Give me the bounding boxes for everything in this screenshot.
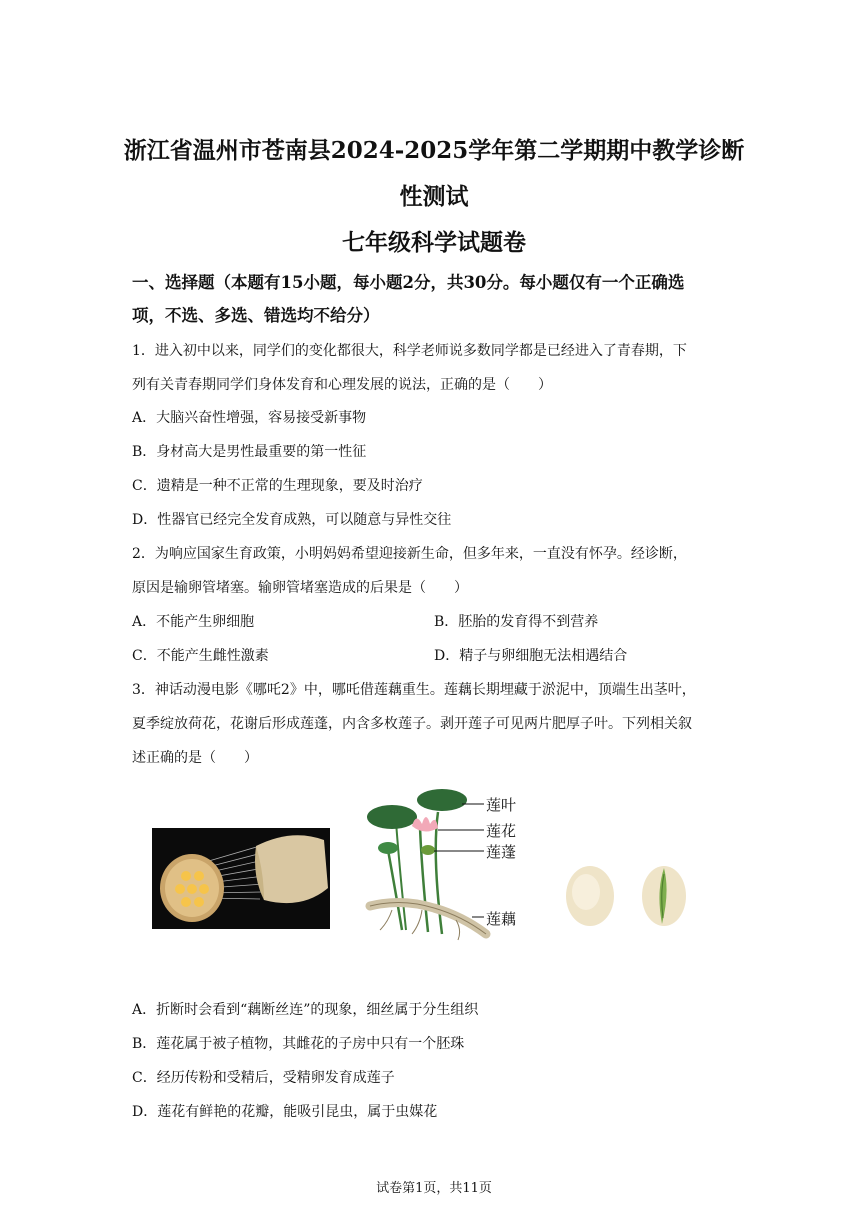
page-title-line1: 浙江省温州市苍南县2024-2025学年第二学期期中教学诊断 [123, 137, 745, 164]
q3-stem-line1: 3．神话动漫电影《哪吒2》中，哪吒借莲藕重生。莲藕长期埋藏于淤泥中，顶端生出茎叶， [132, 682, 696, 698]
q3-stem-line2: 夏季绽放荷花，花谢后形成莲蓬，内含多枚莲子。剥开莲子可见两片肥厚子叶。下列相关叙 [132, 716, 692, 732]
q2-option-d: D．精子与卵细胞无法相遇结合 [434, 648, 628, 664]
q2-option-a: A．不能产生卵细胞 [132, 614, 255, 630]
lotus-plant-diagram [362, 784, 530, 946]
section-heading-line1: 一、选择题（本题有15小题，每小题2分，共30分。每小题仅有一个正确选 [132, 273, 685, 292]
q3-option-b: B．莲花属于被子植物，其雌花的子房中只有一个胚珠 [132, 1036, 465, 1052]
q1-option-b: B．身材高大是男性最重要的第一性征 [132, 444, 367, 460]
q3-stem-line3: 述正确的是（ ） [132, 750, 258, 766]
q2-option-c: C．不能产生雌性激素 [132, 648, 269, 664]
label-lotus-pod: 莲蓬 [486, 843, 517, 861]
lotus-pod-icon [421, 845, 435, 855]
q3-option-d: D．莲花有鲜艳的花瓣，能吸引昆虫，属于虫媒花 [132, 1104, 438, 1120]
lotus-flower-icon [412, 817, 438, 832]
label-lotus-root: 莲藕 [486, 910, 517, 928]
lotus-root-photo [152, 828, 330, 929]
q1-stem-line2: 列有关青春期同学们身体发育和心理发展的说法，正确的是（ ） [132, 377, 552, 393]
q2-stem-line1: 2．为响应国家生育政策，小明妈妈希望迎接新生命，但多年来，一直没有怀孕。经诊断， [132, 546, 687, 562]
q1-option-c: C．遗精是一种不正常的生理现象，要及时治疗 [132, 478, 423, 494]
page-subtitle: 七年级科学试题卷 [342, 229, 526, 256]
label-lotus-flower: 莲花 [486, 822, 517, 840]
q3-option-c: C．经历传粉和受精后，受精卵发育成莲子 [132, 1070, 395, 1086]
q2-stem-line2: 原因是输卵管堵塞。输卵管堵塞造成的后果是（ ） [132, 580, 468, 596]
section-heading-line2: 项，不选、多选、错选均不给分） [132, 306, 380, 325]
q1-option-a: A．大脑兴奋性增强，容易接受新事物 [132, 410, 367, 426]
q3-option-a: A．折断时会看到“藕断丝连”的现象，细丝属于分生组织 [132, 1002, 479, 1018]
lotus-seeds-photo [562, 862, 692, 932]
lotus-leaf-icon [417, 789, 467, 811]
label-lotus-leaf: 莲叶 [486, 796, 517, 814]
page-footer: 试卷第1页，共11页 [376, 1181, 492, 1196]
q1-stem-line1: 1．进入初中以来，同学们的变化都很大，科学老师说多数同学都是已经进入了青春期，下 [132, 343, 687, 359]
q2-option-b: B．胚胎的发育得不到营养 [434, 614, 599, 630]
q1-option-d: D．性器官已经完全发育成熟，可以随意与异性交往 [132, 512, 452, 528]
page-title-line2: 性测试 [399, 183, 469, 210]
